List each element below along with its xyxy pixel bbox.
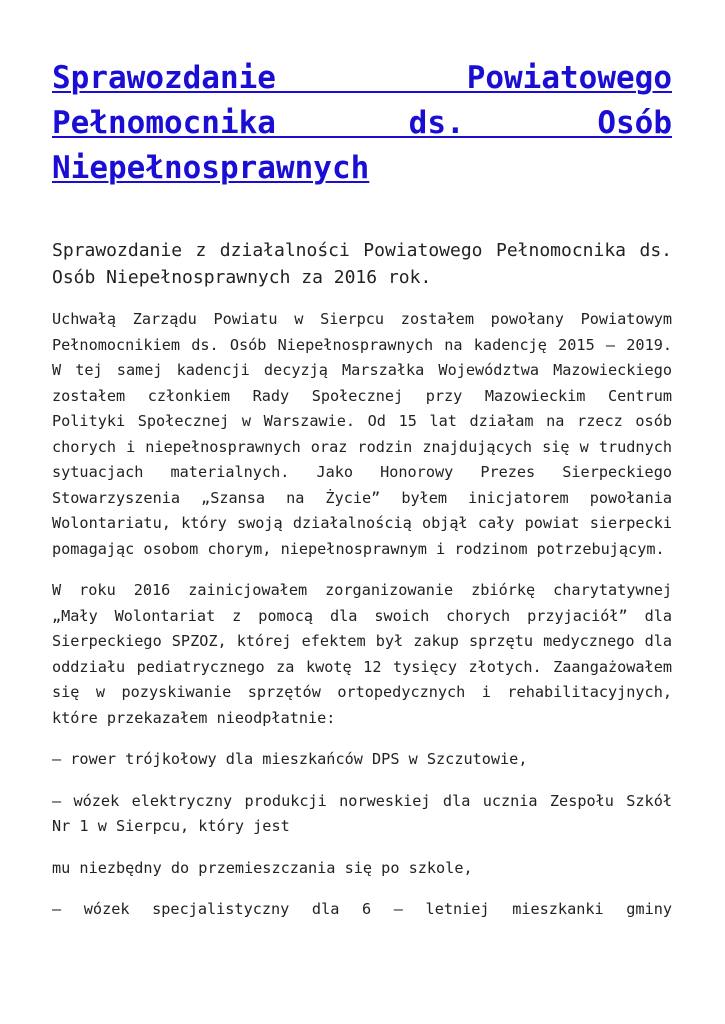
list-item-tricycle: – rower trójkołowy dla mieszkańców DPS w Szczutowie, (52, 750, 528, 768)
paragraph-intro: Uchwałą Zarządu Powiatu w Sierpcu zostałem powołany Powiatowym Pełnomocnikiem ds. Osób Niepełnosprawnych na kadencję 2015 – 2019. W tej samej kadencji decyzją Marszałka Województwa Mazowieckiego zostałem członkiem Rady Społecznej przy Mazowieckim Centrum Polityki Społecznej w Warszawie. Od 15 lat działam na rzecz osób chorych i niepełnosprawnych oraz rodzin znajdujących się w trudnych sytuacjach materialnych. Jako Honorowy Prezes Sierpeckiego Stowarzyszenia „Szansa na Życie” byłem inicjatorem powołania Wolontariatu, który swoją działalnością objął cały powiat sierpecki pomagając osobom chorym, niepełnosprawnym i rodzinom potrzebującym. (52, 310, 672, 558)
paragraph-fundraiser: W roku 2016 zainicjowałem zorganizowanie zbiórkę charytatywnej „Mały Wolontariat z pomocą dla swoich chorych przyjaciół” dla Sierpeckiego SPZOZ, której efektem był zakup sprzętu medycznego dla oddziału pediatrycznego za kwotę 12 tysięcy złotych. Zaangażowałem się w pozyskiwanie sprzętów ortopedycznych i rehabilitacyjnych, które przekazałem nieodpłatnie: (52, 581, 672, 727)
page-title (52, 56, 672, 191)
report-subtitle: Sprawozdanie z działalności Powiatowego Pełnomocnika ds. Osób Niepełnosprawnych za 2016 rok. (52, 240, 672, 288)
list-item-special-wheelchair: – wózek specjalistyczny dla 6 – letniej mieszkanki gminy (52, 900, 672, 918)
paragraph-continuation: mu niezbędny do przemieszczania się po szkole, (52, 858, 473, 877)
article (52, 56, 672, 923)
list-item-electric-wheelchair: – wózek elektryczny produkcji norweskiej dla ucznia Zespołu Szkół Nr 1 w Sierpcu, który jest (52, 791, 672, 835)
title-link[interactable]: Sprawozdanie Powiatowego Pełnomocnika ds. Osób Niepełnosprawnych (52, 60, 672, 186)
